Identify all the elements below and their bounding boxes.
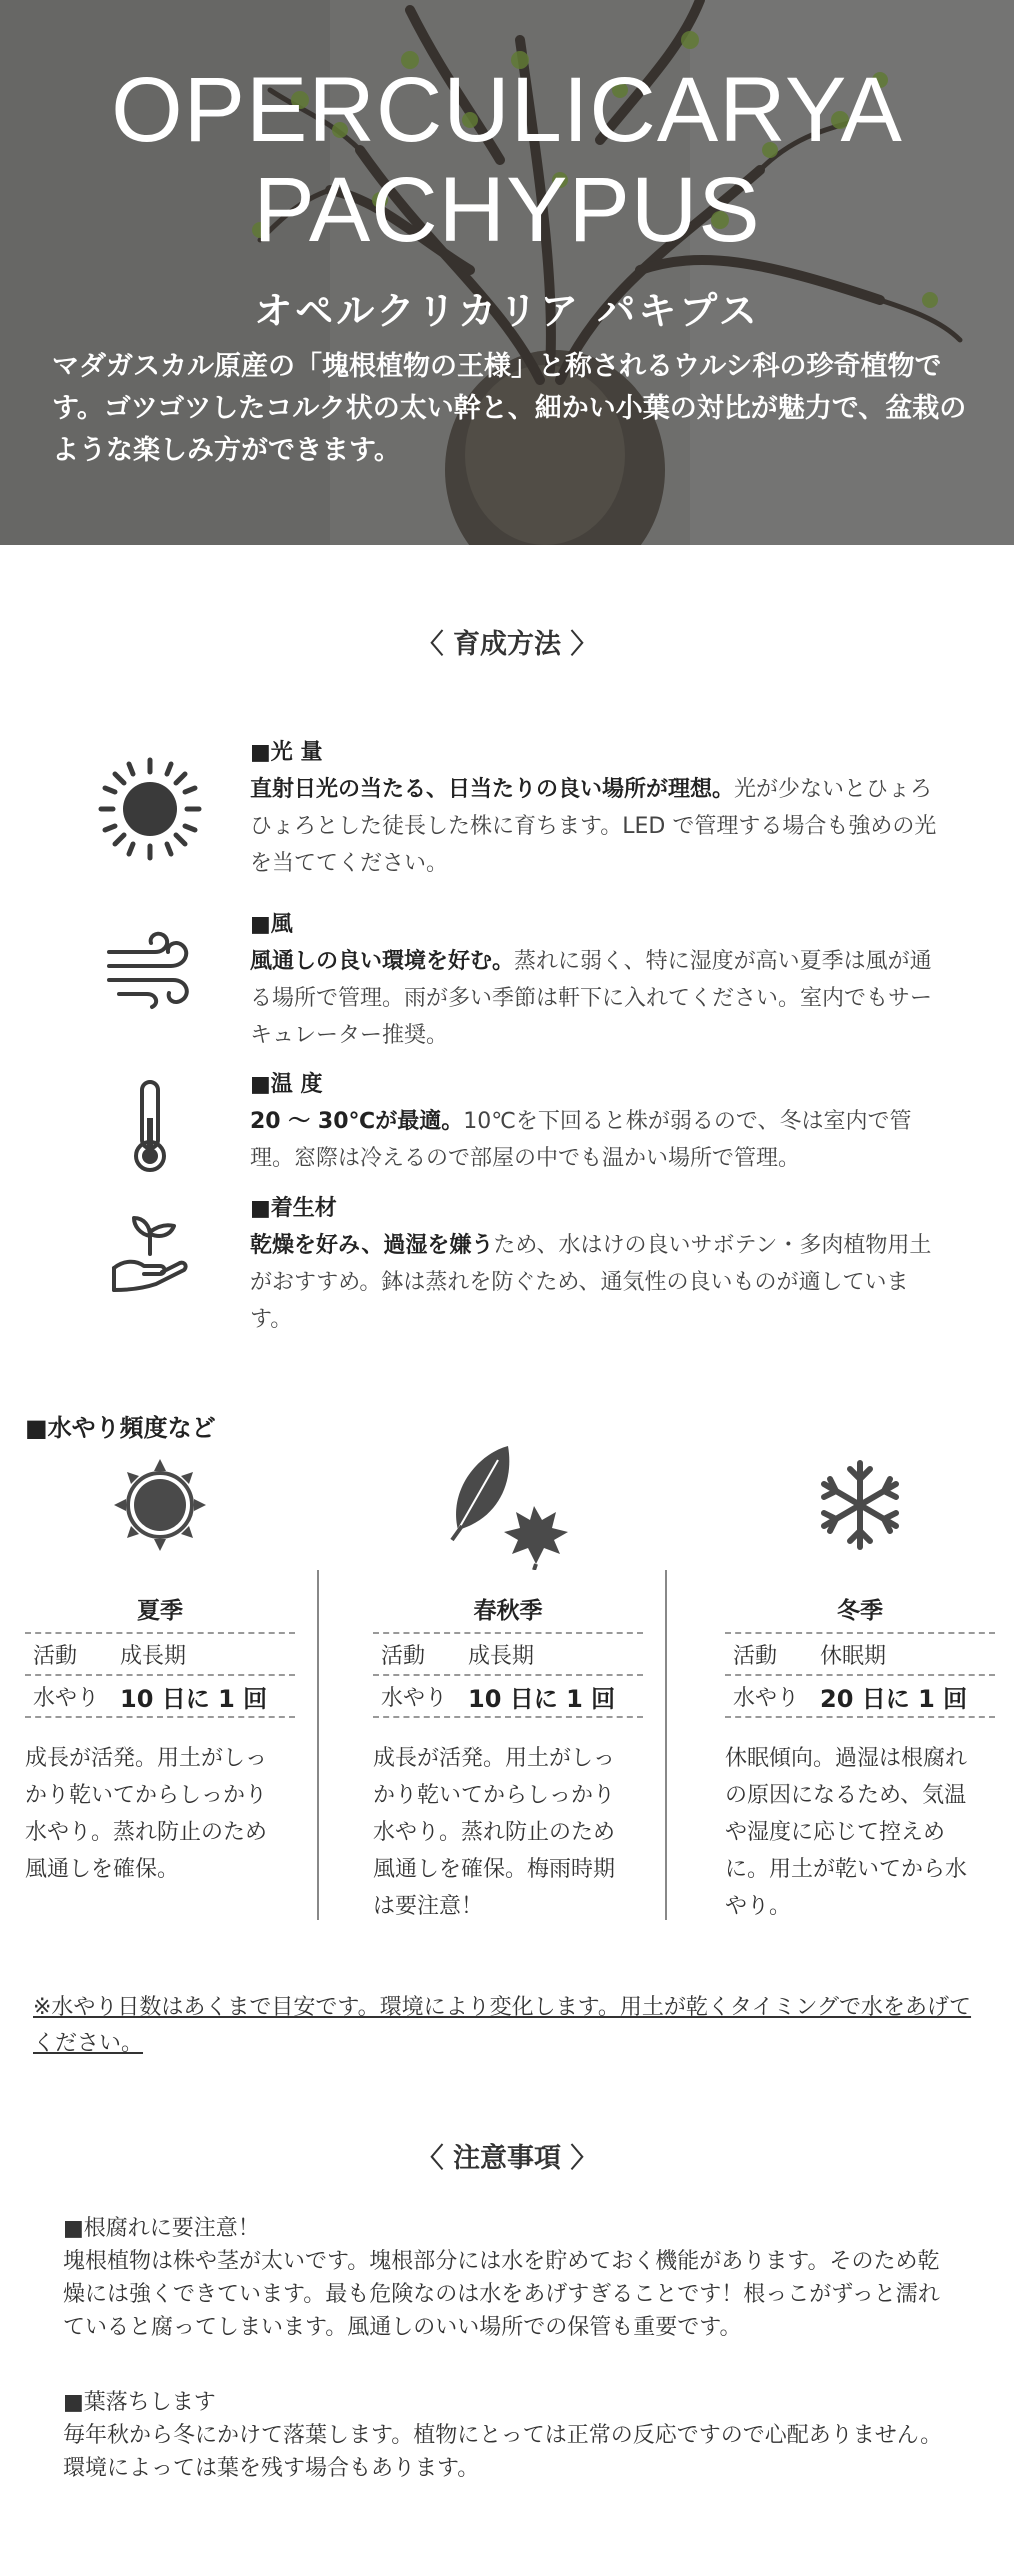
thermometer-icon (95, 1078, 205, 1174)
watering-title: ■水やり頻度など (25, 1414, 216, 1442)
care-label: ■温 度 (250, 1072, 323, 1097)
water-row (725, 1676, 995, 1718)
care-body: 光が少ないとひょろひょろとした徒長した株に育ちます。LED で管理する場合も強めの光を当ててください。 (250, 777, 937, 876)
caution-leaf-drop (63, 2386, 953, 2485)
caution-root-rot (63, 2212, 953, 2344)
caution-body: 毎年秋から冬にかけて落葉します。植物にとっては正常の反応ですので心配ありません。環境によっては葉を残す場合もあります。 (63, 2423, 943, 2481)
care-lead: 直射日光の当たる、日当たりの良い場所が理想。 (250, 777, 735, 802)
season-table (725, 1632, 995, 1718)
leaves-icon (373, 1440, 643, 1570)
title-line-2: PACHYPUS (253, 159, 761, 261)
season-name: 冬季 (837, 1598, 883, 1624)
care-text-wind (250, 906, 950, 1054)
hero-banner (0, 0, 1014, 545)
activity-value: 成長期 (120, 1643, 187, 1669)
season-description: 成長が活発。用土がしっかり乾いてからしっかり水やり。蒸れ防止のため風通しを確保。 (25, 1746, 268, 1882)
care-body: 10℃を下回ると株が弱るので、冬は室内で管理。窓際は冷えるので部屋の中でも温かい場所で管理。 (250, 1109, 912, 1171)
water-row (25, 1676, 295, 1718)
growing-heading: 〈 育成方法 〉 (416, 629, 598, 660)
care-lead: 20 ～ 30℃が最適。 (250, 1109, 464, 1134)
caution-title: ■葉落ちします (63, 2390, 216, 2415)
care-body: ため、水はけの良いサボテン・多肉植物用土がおすすめ。鉢は蒸れを防ぐため、通気性の良いものが適しています。 (250, 1233, 932, 1332)
season-name: 春秋季 (473, 1598, 543, 1624)
season-description: 成長が活発。用土がしっかり乾いてからしっかり水やり。蒸れ防止のため風通しを確保。梅雨時期は要注意！ (373, 1746, 616, 1919)
hero-subtitle: オペルクリカリア パキプス (254, 289, 760, 333)
season-table (373, 1632, 643, 1718)
care-label: ■風 (250, 912, 293, 937)
care-lead: 乾燥を好み、過湿を嫌う (250, 1233, 494, 1258)
caution-body: 塊根植物は株や茎が太いです。塊根部分には水を貯めておく機能があります。そのため乾燥には強くできています。最も危険なのは水をあげすぎることです！根っこがずっと濡れていると腐ってしまいます。風通しのいい場所での保管も重要です。 (63, 2249, 940, 2340)
care-item-substrate (95, 1190, 955, 1340)
care-body: 蒸れに弱く、特に湿度が高い夏季は風が通る場所で管理。雨が多い季節は軒下に入れてください。室内でもサーキュレーター推奨。 (250, 949, 933, 1048)
activity-value: 成長期 (468, 1643, 535, 1669)
activity-row (25, 1634, 295, 1676)
wind-icon (95, 930, 205, 1010)
activity-key: 活動 (33, 1643, 78, 1669)
care-item-wind (95, 906, 955, 1056)
water-value: 10 日に 1 回 (468, 1684, 616, 1713)
water-key: 水やり (381, 1685, 448, 1711)
care-text-light (250, 734, 950, 882)
watering-note: ※水やり日数はあくまで目安です。環境により変化します。用土が乾くタイミングで水をあげてください。 (33, 1995, 972, 2056)
care-item-light (95, 734, 955, 884)
divider (665, 1570, 667, 1920)
water-key: 水やり (33, 1685, 100, 1711)
activity-key: 活動 (733, 1643, 778, 1669)
summer-sun-icon (25, 1440, 295, 1570)
activity-row (725, 1634, 995, 1676)
snowflake-icon (725, 1440, 995, 1570)
activity-row (373, 1634, 643, 1676)
sprout-hand-icon (95, 1208, 205, 1294)
water-key: 水やり (733, 1685, 800, 1711)
care-item-temperature (95, 1066, 955, 1186)
activity-value: 休眠期 (820, 1643, 887, 1669)
season-description: 休眠傾向。過湿は根腐れの原因になるため、気温や湿度に応じて控えめに。用土が乾いてから水やり。 (725, 1746, 968, 1919)
caution-title: ■根腐れに要注意！ (63, 2216, 260, 2241)
activity-key: 活動 (381, 1643, 426, 1669)
water-value: 10 日に 1 回 (120, 1684, 268, 1713)
season-name: 夏季 (137, 1598, 183, 1624)
care-lead: 風通しの良い環境を好む。 (250, 949, 515, 974)
divider (317, 1570, 319, 1920)
title-line-1: OPERCULICARYA (111, 59, 903, 161)
hero-title (0, 60, 1014, 260)
sun-icon (95, 754, 205, 864)
care-label: ■着生材 (250, 1196, 337, 1221)
care-label: ■光 量 (250, 740, 323, 765)
season-table (25, 1632, 295, 1718)
water-row (373, 1676, 643, 1718)
water-value: 20 日に 1 回 (820, 1684, 968, 1713)
care-text-temperature (250, 1066, 950, 1177)
caution-heading: 〈 注意事項 〉 (416, 2143, 598, 2174)
care-text-substrate (250, 1190, 950, 1338)
hero-description: マダガスカル原産の「塊根植物の王様」と称されるウルシ科の珍奇植物です。ゴツゴツしたコルク状の太い幹と、細かい小葉の対比が魅力で、盆栽のような楽しみ方ができます。 (52, 351, 967, 466)
